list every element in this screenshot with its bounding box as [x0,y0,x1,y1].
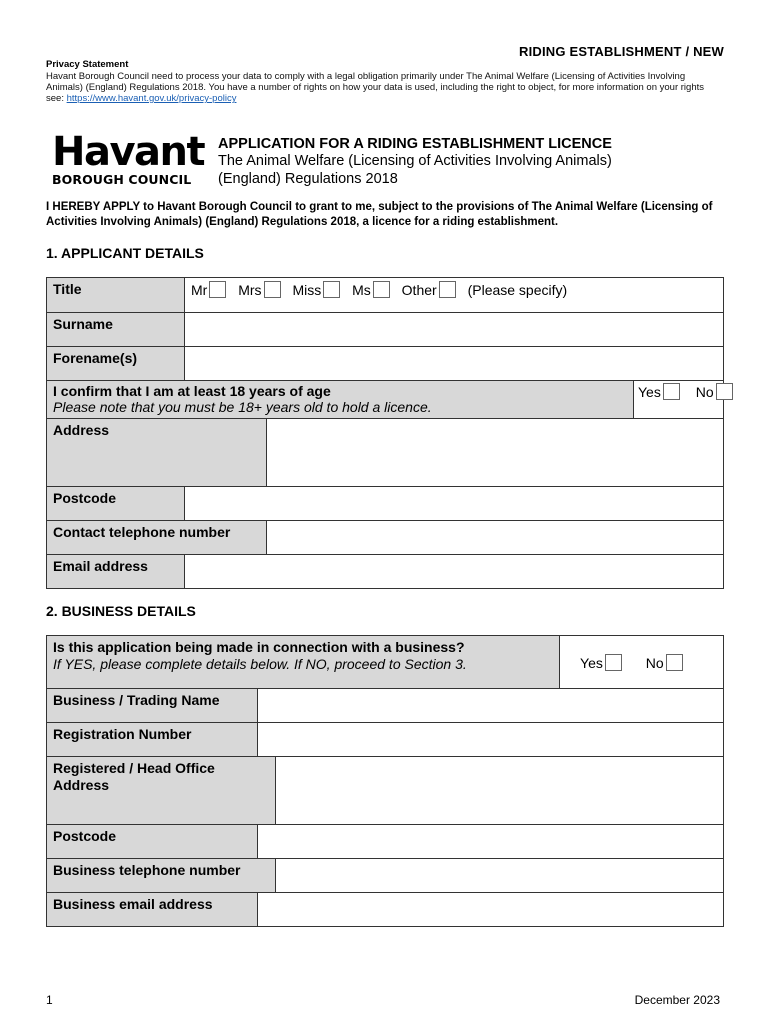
miss-checkbox[interactable] [323,281,340,298]
postcode-input[interactable] [185,487,724,521]
title-option-miss: Miss [292,281,340,298]
mr-checkbox[interactable] [209,281,226,298]
applicant-details-table [46,277,724,589]
email-label: Email address [47,555,185,589]
title-specify-text: (Please specify) [467,282,568,298]
footer-date: December 2023 [634,993,720,1007]
registration-number-label: Registration Number [47,723,258,757]
business-phone-label: Business telephone number [47,859,276,893]
registration-number-input[interactable] [258,723,724,757]
postcode-label: Postcode [47,487,185,521]
privacy-statement [46,71,716,104]
phone-label: Contact telephone number [47,521,267,555]
surname-label: Surname [47,313,185,347]
privacy-text: Havant Borough Council need to process your data to comply with a legal obligation primarily under The Animal Welfare (Licensing of Activities Involving Animals) (England) Regulations 2018. You have a number of rights on how your data is used, including the right to object, for more information on your rights see: [46,71,704,104]
title-option-ms: Ms [352,281,390,298]
privacy-policy-link[interactable]: https://www.havant.gov.uk/privacy-policy [66,93,237,104]
trading-name-input[interactable] [258,689,724,723]
logo-sub-text: BOROUGH COUNCIL [52,172,192,187]
page-number: 1 [46,993,53,1007]
section2-heading: 2. BUSINESS DETAILS [46,603,196,619]
privacy-title: Privacy Statement [46,59,129,70]
surname-input[interactable] [185,313,724,347]
address-input[interactable] [267,419,724,487]
head-office-input[interactable] [276,757,724,825]
section1-heading: 1. APPLICANT DETAILS [46,245,204,261]
business-email-label: Business email address [47,893,258,927]
business-question-label: Is this application being made in connection with a business? If YES, please complete details below. If NO, proceed to Section 3. [47,636,560,689]
declaration-text: I HEREBY APPLY to Havant Borough Council to grant to me, subject to the provisions of The Animal Welfare (Licensing of Activities Involving Animals) (England) Regulations 2018, a licence for a riding establishment. [46,201,713,228]
business-no-checkbox[interactable] [666,654,683,671]
business-email-input[interactable] [258,893,724,927]
business-details-table [46,635,724,927]
business-question-options: Yes No [560,636,724,689]
phone-input[interactable] [267,521,724,555]
title-option-mrs: Mrs [238,281,280,298]
business-postcode-input[interactable] [258,825,724,859]
ms-checkbox[interactable] [373,281,390,298]
application-subtitle: The Animal Welfare (Licensing of Activities Involving Animals) (England) Regulations 2018 [218,153,612,187]
age-confirm-options: Yes No [634,381,724,419]
title-option-other: Other [402,281,456,298]
business-phone-input[interactable] [276,859,724,893]
other-checkbox[interactable] [439,281,456,298]
address-label: Address [47,419,267,487]
havant-logo [52,129,205,187]
title-options-row [185,278,724,313]
mrs-checkbox[interactable] [264,281,281,298]
age-no-checkbox[interactable] [716,383,733,400]
form-code: RIDING ESTABLISHMENT / NEW [518,44,724,59]
head-office-label: Registered / Head Office Address [47,757,276,825]
forenames-label: Forename(s) [47,347,185,381]
business-postcode-label: Postcode [47,825,258,859]
application-title: APPLICATION FOR A RIDING ESTABLISHMENT LICENCE [218,136,612,152]
email-input[interactable] [185,555,724,589]
title-option-mr: Mr [191,281,226,298]
logo-main-text: Havant [52,129,205,175]
forenames-input[interactable] [185,347,724,381]
trading-name-label: Business / Trading Name [47,689,258,723]
title-label: Title [47,278,185,313]
business-yes-checkbox[interactable] [605,654,622,671]
age-confirm-label: I confirm that I am at least 18 years of age Please note that you must be 18+ years old to hold a licence. [47,381,634,419]
age-yes-checkbox[interactable] [663,383,680,400]
